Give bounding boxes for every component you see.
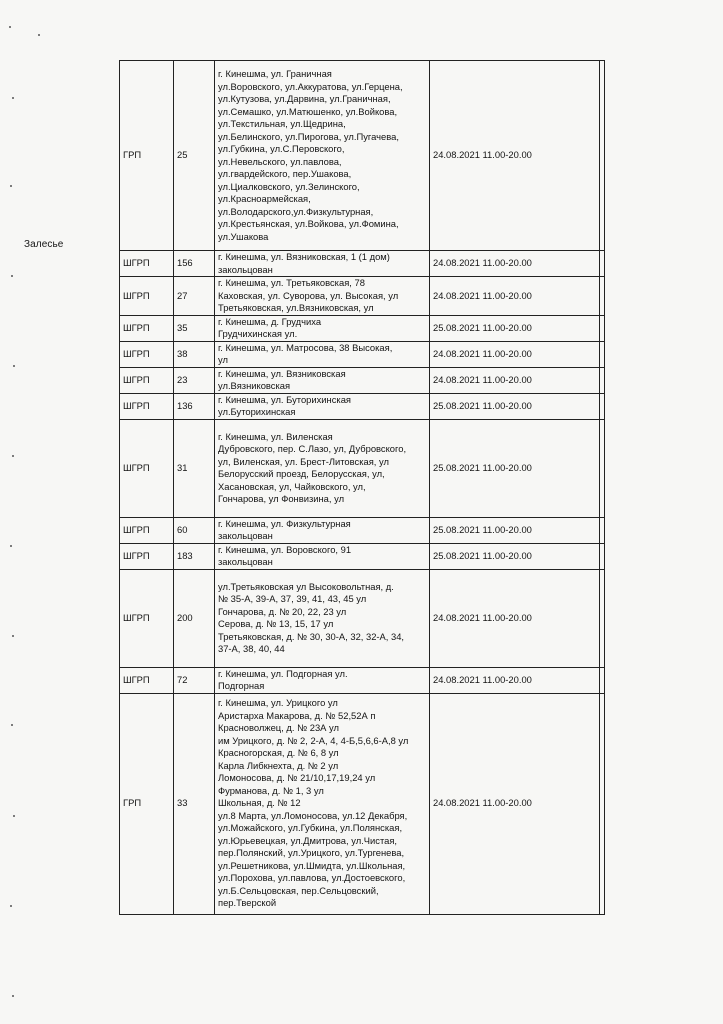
address-cell: г. Кинешма, ул. Вязниковская ул.Вязниковская	[215, 367, 430, 393]
station-number-cell: 31	[174, 419, 215, 517]
station-type-cell: ШГРП	[120, 543, 174, 569]
station-type-cell: ШГРП	[120, 667, 174, 693]
station-number-cell: 35	[174, 315, 215, 341]
table-row	[120, 667, 605, 693]
table-row	[120, 251, 605, 277]
table-row	[120, 341, 605, 367]
blank-cell	[600, 341, 605, 367]
address-cell: г. Кинешма, ул. Воровского, 91 закольцован	[215, 543, 430, 569]
station-number-cell: 156	[174, 251, 215, 277]
station-type-cell: ШГРП	[120, 419, 174, 517]
address-cell: г. Кинешма, ул. Подгорная ул. Подгорная	[215, 667, 430, 693]
blank-cell	[600, 61, 605, 251]
blank-cell	[600, 419, 605, 517]
station-type-cell: ШГРП	[120, 315, 174, 341]
table-row	[120, 517, 605, 543]
address-cell: ул.Третьяковская ул Высоковольтная, д. № 35-А, 39-А, 37, 39, 41, 43, 45 ул Гончарова, д. № 20, 22, 23 ул Серова, д. № 13, 15, 17 ул Третьяковская, д. № 30, 30-А, 32, 32-А, 34, 37-А, 38, 40, 44	[215, 569, 430, 667]
blank-cell	[600, 543, 605, 569]
blank-cell	[600, 367, 605, 393]
station-type-cell: ГРП	[120, 61, 174, 251]
station-number-cell: 136	[174, 393, 215, 419]
address-cell: г. Кинешма, ул. Урицкого ул Аристарха Макарова, д. № 52,52А п Красноволжец, д. № 23А ул им Урицкого, д. № 2, 2-А, 4, 4-Б,5,6,6-А,8 ул Красногорская, д. № 6, 8 ул Карла Либкнехта, д. № 2 ул Ломоносова, д. № 21/10,17,19,24 ул Фурманова, д. № 1, 3 ул Школьная, д. № 12 ул.8 Марта, ул.Ломоносова, ул.12 Декабря, ул.Можайского, ул.Губкина, ул.Полянская, ул.Юрьевецкая, ул.Дмитрова, ул.Чистая, пер.Полянский, ул.Урицкого, ул.Тургенева, ул.Решетникова, ул.Шмидта, ул.Школьная, ул.Порохова, ул.павлова, ул.Достоевского, ул.Б.Сельцовская, пер.Сельцовский, пер.Тверской	[215, 693, 430, 914]
station-number-cell: 25	[174, 61, 215, 251]
district-label: Залесье	[24, 239, 64, 250]
station-type-cell: ШГРП	[120, 517, 174, 543]
address-cell: г. Кинешма, ул. Буторихинская ул.Буторихинская	[215, 393, 430, 419]
station-number-cell: 38	[174, 341, 215, 367]
date-time-cell: 24.08.2021 11.00-20.00	[430, 251, 600, 277]
station-number-cell: 27	[174, 277, 215, 316]
table-row	[120, 367, 605, 393]
date-time-cell: 25.08.2021 11.00-20.00	[430, 517, 600, 543]
date-time-cell: 24.08.2021 11.00-20.00	[430, 693, 600, 914]
address-cell: г. Кинешма, ул. Виленская Дубровского, пер. С.Лазо, ул, Дубровского, ул, Виленская, ул. Брест-Литовская, ул Белорусский проезд, Белорусская, ул, Хасановская, ул, Чайковского, ул, Гончарова, ул Фонвизина, ул	[215, 419, 430, 517]
station-number-cell: 33	[174, 693, 215, 914]
blank-cell	[600, 693, 605, 914]
date-time-cell: 24.08.2021 11.00-20.00	[430, 667, 600, 693]
station-number-cell: 72	[174, 667, 215, 693]
schedule-table	[119, 60, 605, 915]
station-type-cell: ШГРП	[120, 251, 174, 277]
station-type-cell: ШГРП	[120, 367, 174, 393]
table-row	[120, 61, 605, 251]
date-time-cell: 24.08.2021 11.00-20.00	[430, 367, 600, 393]
date-time-cell: 24.08.2021 11.00-20.00	[430, 277, 600, 316]
date-time-cell: 24.08.2021 11.00-20.00	[430, 569, 600, 667]
station-number-cell: 23	[174, 367, 215, 393]
station-type-cell: ШГРП	[120, 341, 174, 367]
station-number-cell: 60	[174, 517, 215, 543]
station-number-cell: 183	[174, 543, 215, 569]
table-row	[120, 543, 605, 569]
station-type-cell: ШГРП	[120, 569, 174, 667]
date-time-cell: 24.08.2021 11.00-20.00	[430, 341, 600, 367]
station-type-cell: ГРП	[120, 693, 174, 914]
table-row	[120, 419, 605, 517]
blank-cell	[600, 393, 605, 419]
address-cell: г. Кинешма, ул. Граничная ул.Воровского, ул.Аккуратова, ул.Герцена, ул.Кутузова, ул.Дарвина, ул.Граничная, ул.Семашко, ул.Матюшенко, ул.Войкова, ул.Текстильная, ул.Щедрина, ул.Белинского, ул.Пирогова, ул.Пугачева, ул.Губкина, ул.С.Перовского, ул.Невельского, ул.павлова, ул.гвардейского, пер.Ушакова, ул.Циалковского, ул.Зелинского, ул.Красноармейская, ул.Володарского,ул.Физкультурная, ул.Крестьянская, ул.Войкова, ул.Фомина, ул.Ушакова	[215, 61, 430, 251]
station-type-cell: ШГРП	[120, 393, 174, 419]
address-cell: г. Кинешма, ул. Физкультурная закольцован	[215, 517, 430, 543]
table-row	[120, 315, 605, 341]
blank-cell	[600, 315, 605, 341]
blank-cell	[600, 277, 605, 316]
date-time-cell: 25.08.2021 11.00-20.00	[430, 315, 600, 341]
address-cell: г. Кинешма, ул. Матросова, 38 Высокая, ул	[215, 341, 430, 367]
blank-cell	[600, 517, 605, 543]
table-row	[120, 693, 605, 914]
address-cell: г. Кинешма, ул. Вязниковская, 1 (1 дом) закольцован	[215, 251, 430, 277]
station-type-cell: ШГРП	[120, 277, 174, 316]
blank-cell	[600, 569, 605, 667]
schedule-table-body	[120, 61, 605, 915]
table-row	[120, 277, 605, 316]
table-row	[120, 393, 605, 419]
date-time-cell: 25.08.2021 11.00-20.00	[430, 543, 600, 569]
address-cell: г. Кинешма, ул. Третьяковская, 78 Каховская, ул. Суворова, ул. Высокая, ул Третьяковская, ул.Вязниковская, ул	[215, 277, 430, 316]
date-time-cell: 24.08.2021 11.00-20.00	[430, 61, 600, 251]
blank-cell	[600, 251, 605, 277]
date-time-cell: 25.08.2021 11.00-20.00	[430, 393, 600, 419]
station-number-cell: 200	[174, 569, 215, 667]
blank-cell	[600, 667, 605, 693]
table-row	[120, 569, 605, 667]
date-time-cell: 25.08.2021 11.00-20.00	[430, 419, 600, 517]
address-cell: г. Кинешма, д. Грудчиха Грудчихинская ул.	[215, 315, 430, 341]
